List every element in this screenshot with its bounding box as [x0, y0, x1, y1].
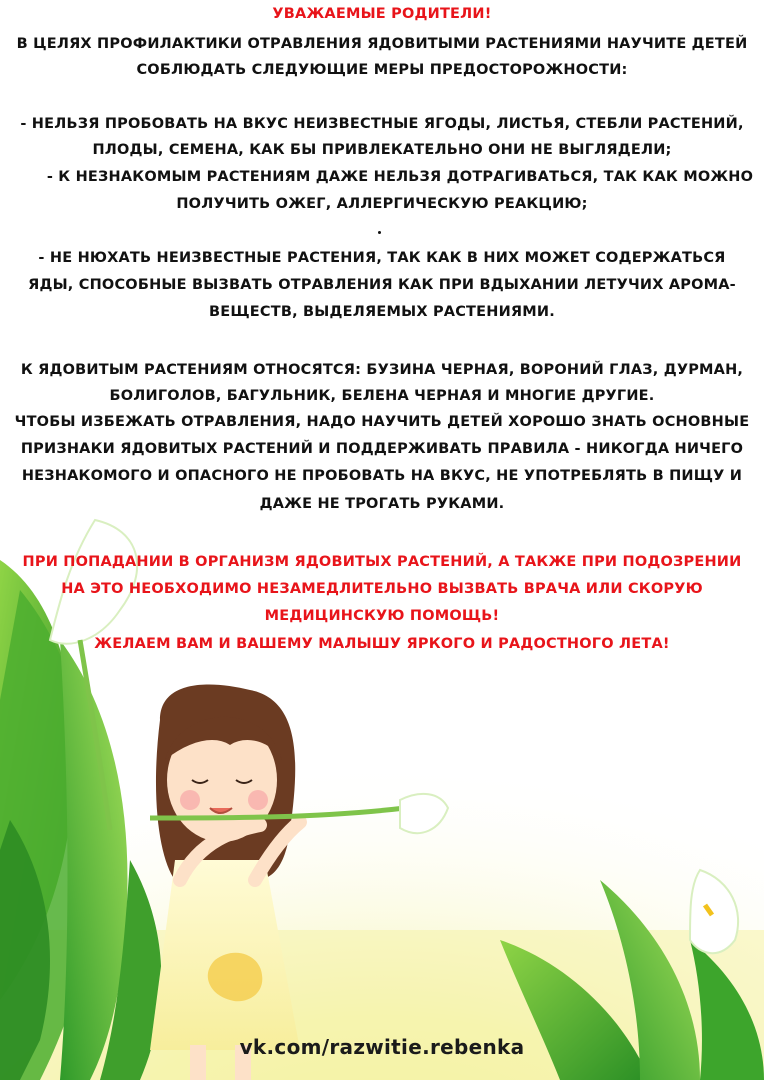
rule-2-line-1: - К НЕЗНАКОМЫМ РАСТЕНИЯМ ДАЖЕ НЕЛЬЗЯ ДОТРАГИВАТЬСЯ, ТАК КАК МОЖНО: [46, 169, 754, 185]
info-line-3: ЧТОБЫ ИЗБЕЖАТЬ ОТРАВЛЕНИЯ, НАДО НАУЧИТЬ ДЕТЕЙ ХОРОШО ЗНАТЬ ОСНОВНЫЕ: [14, 414, 750, 430]
info-line-2: БОЛИГОЛОВ, БАГУЛЬНИК, БЕЛЕНА ЧЕРНАЯ И МНОГИЕ ДРУГИЕ.: [109, 388, 655, 404]
rule-1-line-1: - НЕЛЬЗЯ ПРОБОВАТЬ НА ВКУС НЕИЗВЕСТНЫЕ ЯГОДЫ, ЛИСТЬЯ, СТЕБЛИ РАСТЕНИЙ,: [20, 116, 744, 132]
rule-3-line-3: ВЕЩЕСТВ, ВЫДЕЛЯЕМЫХ РАСТЕНИЯМИ.: [209, 304, 555, 320]
info-line-5: НЕЗНАКОМОГО И ОПАСНОГО НЕ ПРОБОВАТЬ НА ВКУС, НЕ УПОТРЕБЛЯТЬ В ПИЩУ И: [21, 468, 743, 484]
info-line-1: К ЯДОВИТЫМ РАСТЕНИЯМ ОТНОСЯТСЯ: БУЗИНА ЧЕРНАЯ, ВОРОНИЙ ГЛАЗ, ДУРМАН,: [20, 362, 744, 378]
warning-line-1: ПРИ ПОПАДАНИИ В ОРГАНИЗМ ЯДОВИТЫХ РАСТЕНИЙ, А ТАКЖЕ ПРИ ПОДОЗРЕНИИ: [22, 554, 742, 570]
warning-line-4: ЖЕЛАЕМ ВАМ И ВАШЕМУ МАЛЫШУ ЯРКОГО И РАДОСТНОГО ЛЕТА!: [94, 636, 670, 652]
header-greeting: УВАЖАЕМЫЕ РОДИТЕЛИ!: [272, 6, 492, 22]
warning-line-2: НА ЭТО НЕОБХОДИМО НЕЗАМЕДЛИТЕЛЬНО ВЫЗВАТЬ ВРАЧА ИЛИ СКОРУЮ: [61, 581, 703, 597]
intro-line-1: В ЦЕЛЯХ ПРОФИЛАКТИКИ ОТРАВЛЕНИЯ ЯДОВИТЫМИ РАСТЕНИЯМИ НАУЧИТЕ ДЕТЕЙ: [16, 36, 748, 52]
bullet-dot: [378, 231, 381, 234]
rule-2-line-2: ПОЛУЧИТЬ ОЖЕГ, АЛЛЕРГИЧЕСКУЮ РЕАКЦИЮ;: [176, 196, 588, 212]
footer-vk-link[interactable]: vk.com/razwitie.rebenka: [239, 1035, 525, 1059]
rule-1-line-2: ПЛОДЫ, СЕМЕНА, КАК БЫ ПРИВЛЕКАТЕЛЬНО ОНИ НЕ ВЫГЛЯДЕЛИ;: [92, 142, 672, 158]
warning-line-3: МЕДИЦИНСКУЮ ПОМОЩЬ!: [264, 608, 500, 624]
rule-3-line-2: ЯДЫ, СПОСОБНЫЕ ВЫЗВАТЬ ОТРАВЛЕНИЯ КАК ПРИ ВДЫХАНИИ ЛЕТУЧИХ АРОМА-: [28, 277, 736, 293]
info-line-4: ПРИЗНАКИ ЯДОВИТЫХ РАСТЕНИЙ И ПОДДЕРЖИВАТЬ ПРАВИЛА - НИКОГДА НИЧЕГО: [20, 441, 744, 457]
rule-3-line-1: - НЕ НЮХАТЬ НЕИЗВЕСТНЫЕ РАСТЕНИЯ, ТАК КАК В НИХ МОЖЕТ СОДЕРЖАТЬСЯ: [38, 250, 726, 266]
intro-line-2: СОБЛЮДАТЬ СЛЕДУЮЩИЕ МЕРЫ ПРЕДОСТОРОЖНОСТИ:: [136, 62, 628, 78]
info-line-6: ДАЖЕ НЕ ТРОГАТЬ РУКАМИ.: [259, 496, 505, 512]
